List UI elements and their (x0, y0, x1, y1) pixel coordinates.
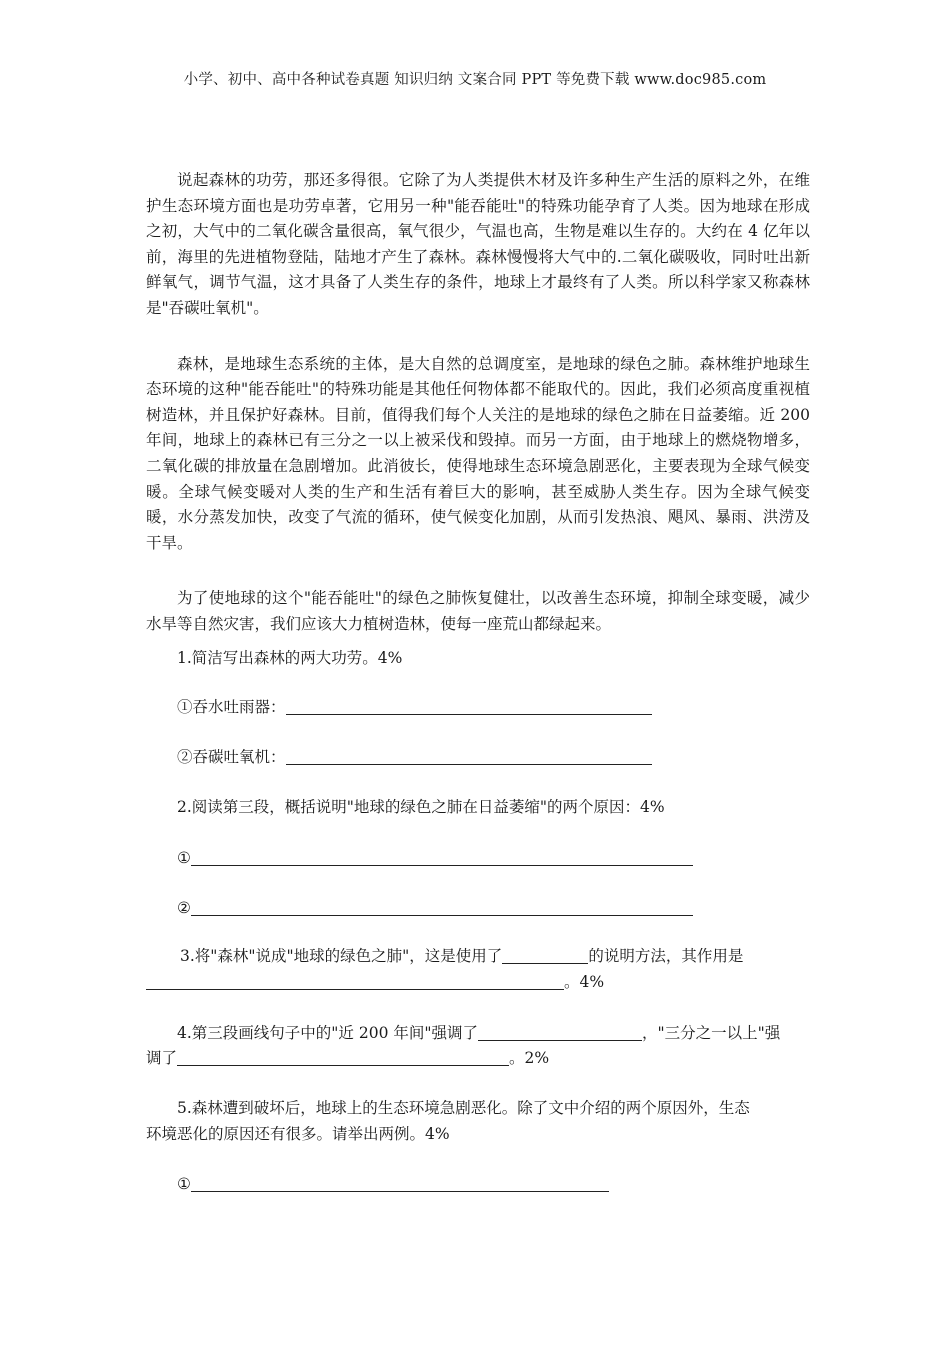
answer-blank[interactable] (191, 1174, 609, 1192)
paragraph-3: 为了使地球的这个"能吞能吐"的绿色之肺恢复健壮，以改善生态环境，抑制全球变暖，减少水旱等自然灾害，我们应该大力植树造林，使每一座荒山都绿起来。 (146, 589, 810, 633)
question-2-answer-a: ① (146, 846, 693, 872)
answer-blank[interactable] (177, 1048, 509, 1066)
answer-blank[interactable] (478, 1023, 642, 1041)
page-header: 小学、初中、高中各种试卷真题 知识归纳 文案合同 PPT 等免费下载 www.doc985.com (183, 72, 767, 88)
question-5-line-2: 环境恶化的原因还有很多。请举出两例。4% (146, 1125, 450, 1143)
article-body (146, 168, 810, 668)
question-1-answer-a: ①吞水吐雨器： (146, 695, 652, 721)
answer-blank[interactable] (286, 697, 652, 715)
answer-blank[interactable] (146, 972, 564, 990)
question-3-line-2: 。4% (146, 970, 604, 996)
question-2-answer-b: ② (146, 896, 693, 922)
question-5: 5.森林遭到破坏后，地球上的生态环境急剧恶化。除了文中介绍的两个原因外，生态 (177, 1099, 750, 1117)
answer-blank[interactable] (286, 747, 652, 765)
question-1-answer-b: ②吞碳吐氧机： (146, 745, 652, 771)
question-1: 1.简洁写出森林的两大功劳。4% (177, 649, 403, 667)
paragraph-2: 森林，是地球生态系统的主体，是大自然的总调度室，是地球的绿色之肺。森林维护地球生态环境的这种"能吞能吐"的特殊功能是其他任何物体都不能取代的。因此，我们必须高度重视植树造林，并且保护好森林。目前，值得我们每个人关注的是地球的绿色之肺在日益萎缩。近 200 年间，地球上的森林已有三分之一以上被采伐和毁掉。而另一方面，由于地球上的燃烧物增多，二氧化碳的排放量在急剧增加。此消彼长，使得地球生态环境急剧恶化，主要表现为全球气候变暖。全球气候变暖对人类的生产和生活有着巨大的影响，甚至威胁人类生存。因为全球气候变暖，水分蒸发加快，改变了气流的循环，使气候变化加剧，从而引发热浪、飓风、暴雨、洪涝及干旱。 (146, 354, 810, 552)
question-3: 3.将"森林"说成"地球的绿色之肺"，这是使用了 的说明方法，其作用是 (180, 947, 744, 965)
question-4: 4.第三段画线句子中的"近 200 年间"强调了 ，"三分之一以上"强 (177, 1024, 781, 1042)
question-2: 2.阅读第三段，概括说明"地球的绿色之肺在日益萎缩"的两个原因：4% (177, 798, 665, 816)
answer-blank[interactable] (191, 848, 693, 866)
question-4-line-2: 调了 。2% (146, 1049, 550, 1067)
question-5-answer-a: ① (146, 1172, 609, 1198)
paragraph-1: 说起森林的功劳，那还多得很。它除了为人类提供木材及许多种生产生活的原料之外，在维护生态环境方面也是功劳卓著，它用另一种"能吞能吐"的特殊功能孕育了人类。因为地球在形成之初，大气中的二氧化碳含量很高，氧气很少，气温也高，生物是难以生存的。大约在 4 亿年以前，海里的先进植物登陆，陆地才产生了森林。森林慢慢将大气中的.二氧化碳吸收，同时吐出新鲜氧气，调节气温，这才具备了人类生存的条件，地球上才最终有了人类。所以科学家又称森林是"吞碳吐氧机"。 (146, 171, 810, 317)
answer-blank[interactable] (502, 946, 588, 964)
answer-blank[interactable] (191, 898, 693, 916)
